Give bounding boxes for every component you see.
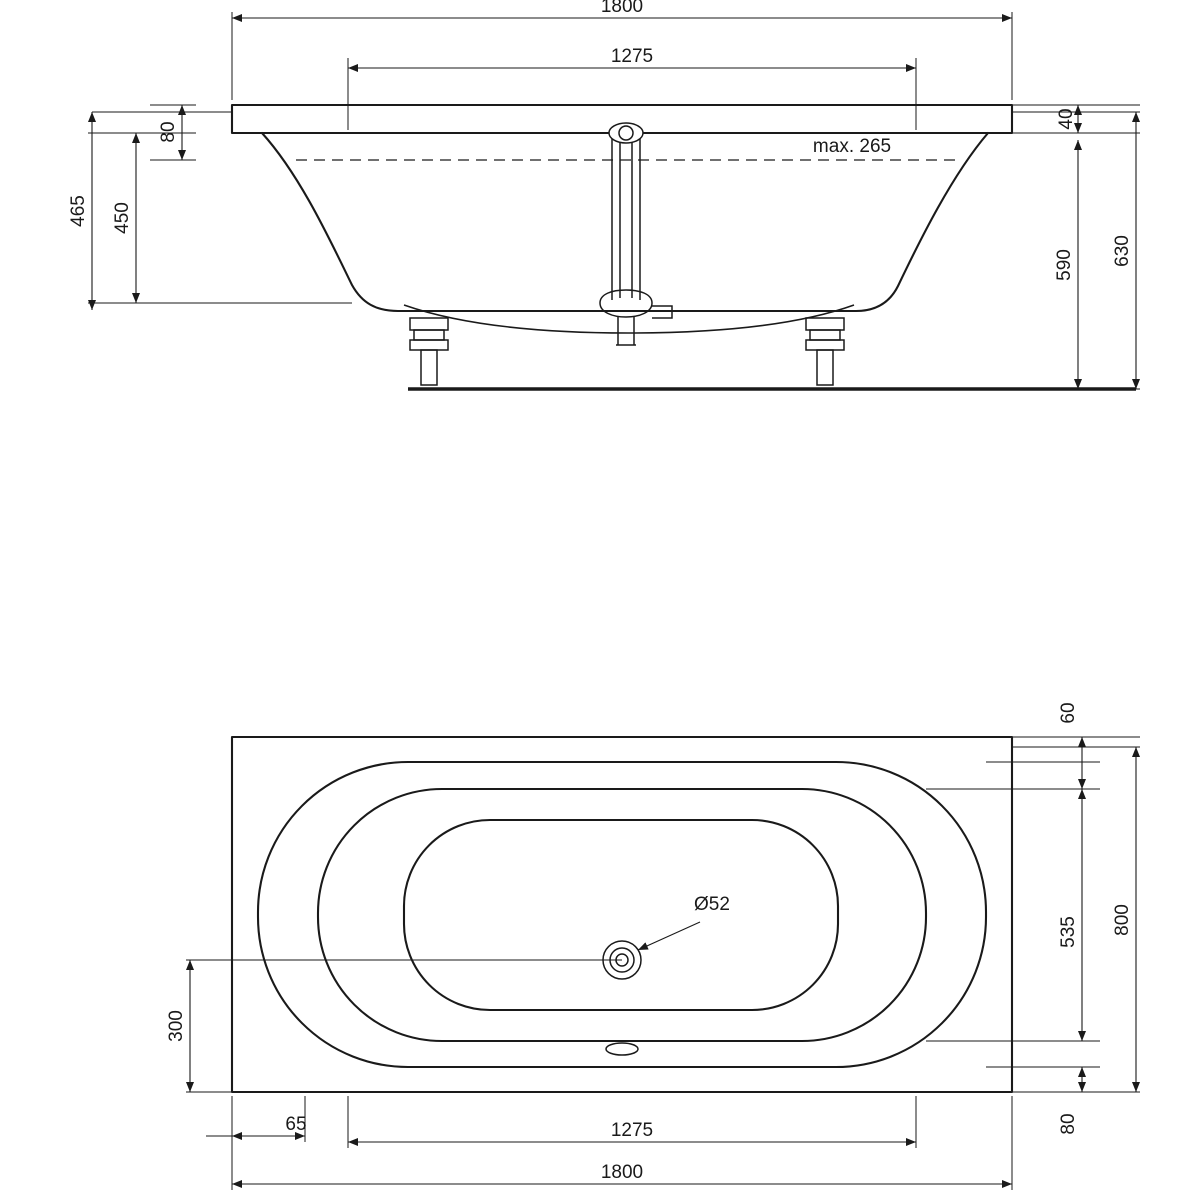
tub-underside <box>404 305 854 333</box>
dim-label-waste-diameter: Ø52 <box>694 894 730 915</box>
leader-line-waste <box>638 922 700 950</box>
dim-label-80-plan: 80 <box>1058 1113 1079 1135</box>
dim-label-590: 590 <box>1054 249 1075 281</box>
dim-label-535: 535 <box>1058 916 1079 948</box>
dim-label-465: 465 <box>68 195 89 227</box>
dim-label-max-265: max. 265 <box>812 136 892 157</box>
dim-label-65: 65 <box>285 1114 307 1135</box>
dim-label-1800-elev: 1800 <box>600 0 644 17</box>
side-elevation-view <box>68 0 1140 389</box>
dim-label-1275-plan: 1275 <box>610 1120 654 1141</box>
tub-base-outline <box>404 820 838 1010</box>
tub-outline-plan <box>232 737 1012 1092</box>
rim-outline-1 <box>258 762 986 1067</box>
dim-label-60: 60 <box>1058 702 1079 724</box>
support-leg-right <box>806 318 844 385</box>
dim-label-1800-plan: 1800 <box>600 1162 644 1183</box>
dim-label-80-elev: 80 <box>158 121 179 143</box>
support-leg-left <box>410 318 448 385</box>
top-plan-view <box>166 702 1140 1190</box>
dim-label-1275-elev: 1275 <box>610 46 654 67</box>
rim-outline-2 <box>318 789 926 1041</box>
dim-label-40: 40 <box>1056 108 1077 130</box>
dim-label-450: 450 <box>112 202 133 234</box>
overflow-marker <box>606 1043 638 1055</box>
dim-label-300: 300 <box>166 1010 187 1042</box>
dim-label-630: 630 <box>1112 235 1133 267</box>
dim-label-800: 800 <box>1112 904 1133 936</box>
